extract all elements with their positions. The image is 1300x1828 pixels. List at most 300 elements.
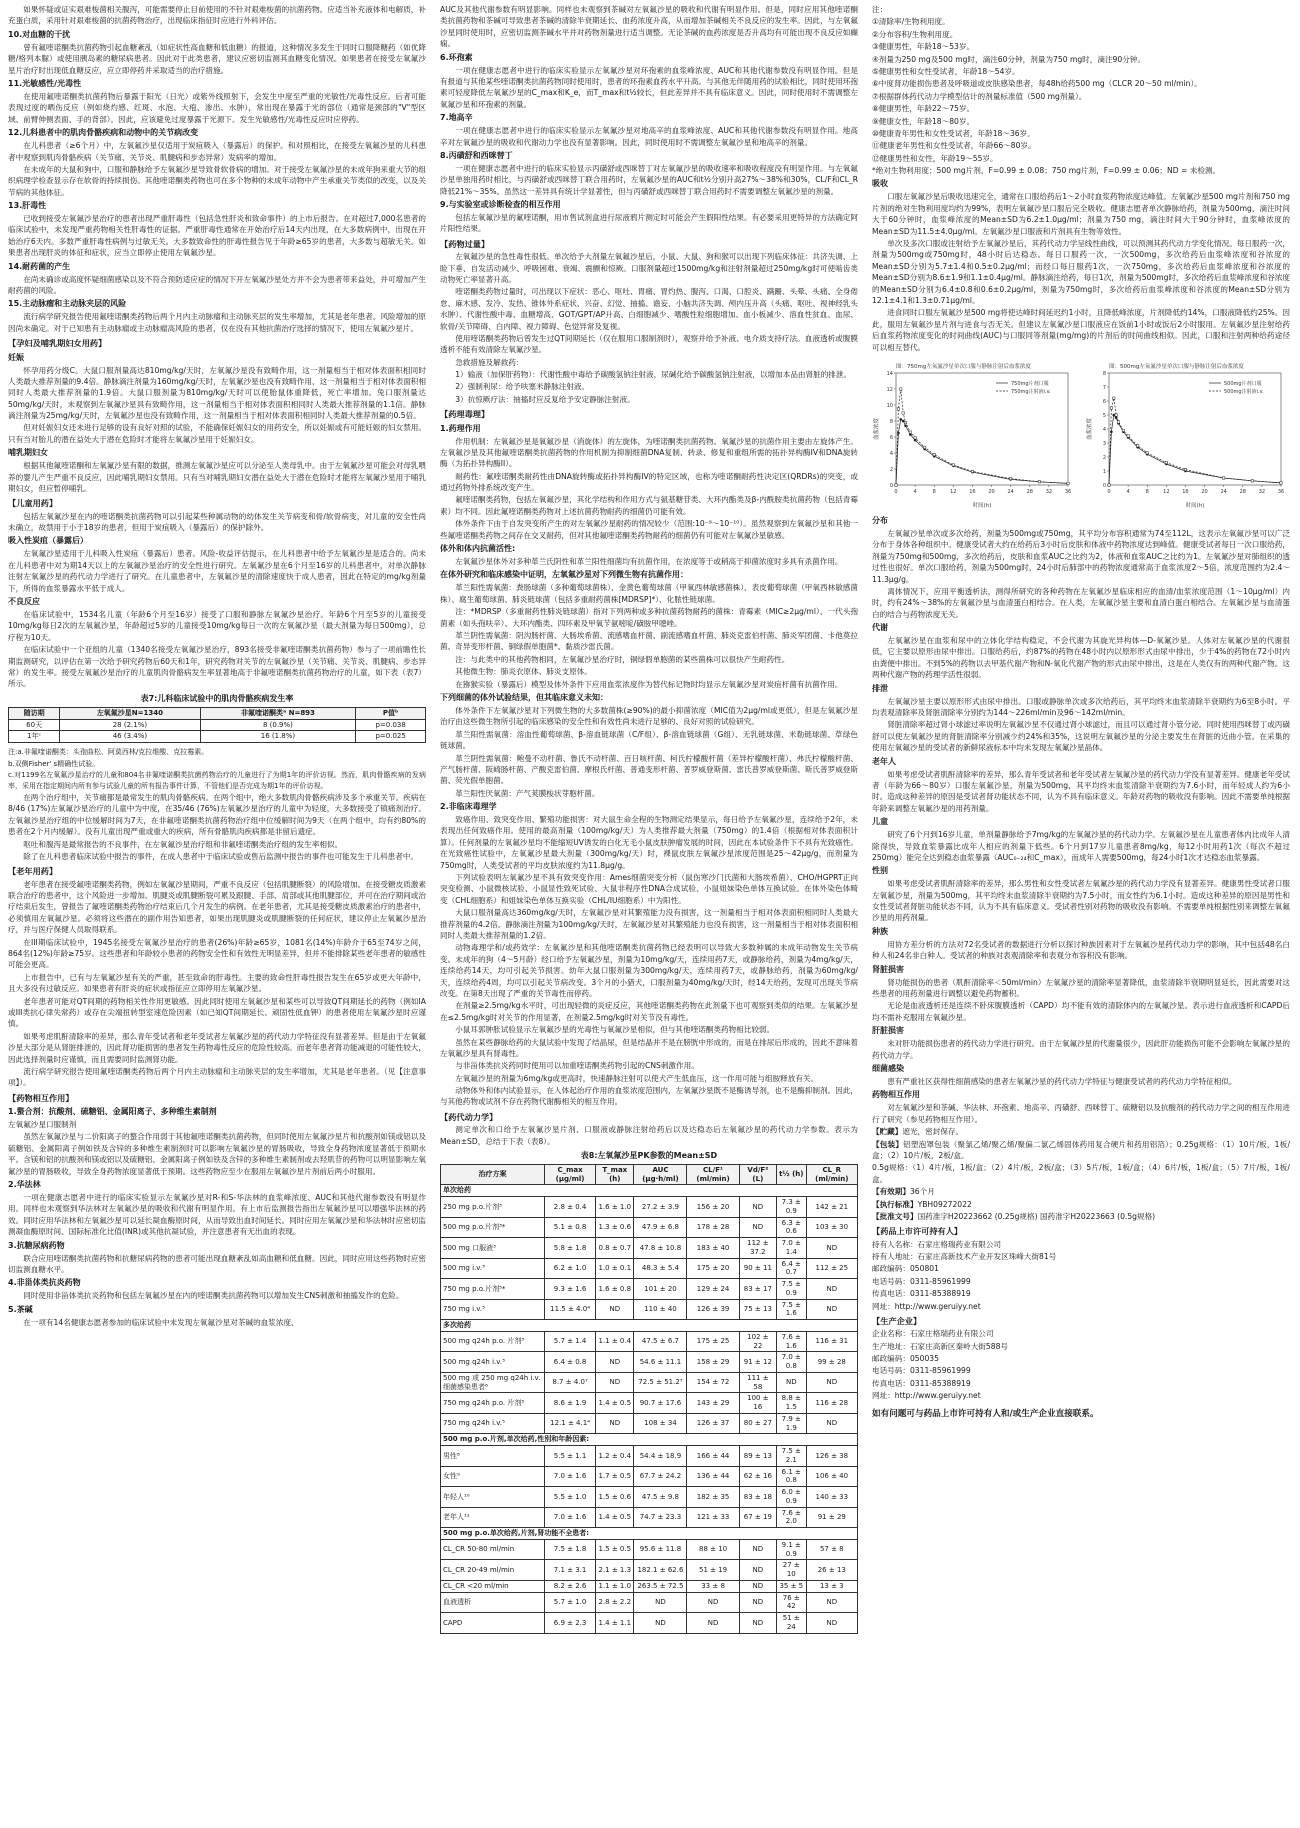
table-cell: ND	[634, 1592, 687, 1613]
paragraph: 革兰阳性厌氧菌：产气荚膜梭状芽胞杆菌。	[455, 788, 600, 798]
paragraph: 致癌作用、致突变作用、繁殖功能损害：对大鼠生命全程的生物测定结果显示，每日给予左氧氟沙星，连续给予2年，未表现出任何致癌作用。使用的最高剂量（100mg/kg/天）为人类推荐最大剂量（750mg）的1.4倍（根据相对体表面积计算）。任何剂量的左氧氟沙星均不能缩短UV诱发的白化无毛小鼠皮肤肿瘤发展的时间，因此在本试验条件下不具有光致癌性。在光致癌性试验中，左氧氟沙星最大剂量（300mg/kg/天）时，裸鼠皮肤左氧氟沙星浓度范围是25～42μg/g，而剂量为750mg时，人类受试者的平均皮肤浓度约为11.8μg/g。	[440, 815, 858, 870]
paragraph: 如果考虑肌酐清除率的差异，那么青年受试者和老年受试者左氧氟沙星的药代动力学特征没有显著差异。但是由于左氧氟沙星大部分是从肾脏排泄的，因此肾功能损害的患者发生药物毒性反应的危险性较高。而老年患者肾功能减退的可能性较大，因此选择剂量时应谨慎，而且需要同时监测肾功能。	[8, 1031, 426, 1064]
table-cell: 111 ± 58	[739, 1372, 776, 1393]
table-cell: 142 ± 21	[806, 1197, 857, 1218]
table-row	[441, 1238, 858, 1259]
table-cell: ND	[806, 1613, 857, 1634]
table-cell: 750 mg q24h i.v.⁵	[441, 1413, 545, 1434]
paragraph: 离体情况下，应用平衡透析法，测得所研究的各种药物在左氧氟沙星临床相应的血清/血浆浓度范围（1～10μg/ml）内时，约有24%～38%的左氧氟沙星与血清蛋白相结合。在人类，左氧氟沙星主要和血清白蛋白相结合。左氧氟沙星与血清蛋白的结合与药物浓度无关。	[872, 586, 1290, 619]
paragraph: 包括左氧氟沙星在内的喹诺酮类抗菌药物可以引起某些种属动物的幼体发生关节病变和骨/软骨病变，对儿童的安全性尚未确立，故禁用于小于18岁的患者，但用于炭疽吸入（暴露后）的保护除外。	[8, 511, 426, 533]
data-point	[895, 484, 897, 486]
table-caption: 表8:左氧氟沙星PK参数的Mean±SD	[580, 1150, 718, 1160]
section-heading: 13.肝毒性	[8, 201, 47, 211]
list-item: 传真电话：0311-85388919	[872, 1289, 971, 1299]
y-tick-label: 1	[1102, 468, 1106, 475]
table-cell: 175 ± 25	[687, 1331, 739, 1352]
manufacturer-info	[872, 1328, 1290, 1401]
package-value: 铝塑泡罩包装（聚氯乙烯/聚乙烯/聚偏二氯乙烯固体药用复合硬片和药用铝箔）；0.25g规格：（1）10片/板，1板/盒；（2）10片/板，2板/盒。	[872, 1139, 1290, 1160]
paragraph: 流行病学研究报告使用氟喹诺酮类药物后两个月内主动脉瘤和主动脉夹层的发生率增加，尤其是老年患者。（见【注意事项】）。	[8, 1066, 426, 1088]
table-section-label: 多次给药	[441, 1320, 858, 1332]
package-label: 【包装】	[872, 1139, 904, 1149]
paragraph: 左氧氟沙星适用于儿科吸入性炭疽（暴露后）患者。风险-收益评估提示，在儿科患者中给予左氧氟沙星是适合的。尚未在儿科患者中对为期14天以上的左氧氟沙星治疗的安全性进行研究。左氧氟沙星在6个月至16岁的儿科患者中，对单次静脉注射左氧氟沙星的药代动力学进行了研究。在儿童患者中，左氧氟沙星的清除速度快于成人患者，因此在特定的mg/kg剂量下，所得的血浆暴露水平低于成人。	[8, 549, 426, 593]
table-cell: 263.5 ± 72.5	[634, 1580, 687, 1592]
y-tick-label: 0	[1102, 482, 1106, 489]
paragraph: 喹诺酮类药物过量时，可出现以下症状：恶心、呕吐、胃痛、胃灼热、腹泻、口渴、口腔炎、蹒跚、头晕、头痛、全身倦怠、麻木感、发冷、发热、锥体外系症状、兴奋、幻觉、抽搐、谵妄、小脑共济失调、颅内压升高（头痛、呕吐、视神经乳头水肿）、代谢性酸中毒、血糖增高、GOT/GPT/AP升高、白细胞减少、嗜酸性粒细胞增加、血小板减少、溶血性贫血、血尿、软骨/关节障碍、白内障、视力障碍、色觉异常及复视。	[440, 287, 858, 331]
table-cell: 500 mg q24h p.o. 片剂³	[441, 1331, 545, 1352]
paragraph: 氟喹诺酮类药物，包括左氧氟沙星，其化学结构和作用方式与氨基糖苷类、大环内酯类及β-内酰胺类抗菌药物（包括青霉素）均不同。因此氟喹诺酮类药物对上述抗菌药物耐药的细菌仍可能有效。	[440, 495, 858, 516]
x-tick-label: 4	[1126, 488, 1130, 495]
table-cell: 1.3 ± 0.6	[596, 1217, 634, 1238]
paragraph: 曾有氟喹诺酮类抗菌药物引起血糖紊乱（如症状性高血糖和低血糖）的报道，这种情况多发生于同时口服降糖药（如优降糖/格列本脲）或使用胰岛素的糖尿病患者。因此对于此类患者，建议应密切监测其血糖变化情况。如果患者在接受左氧氟沙星片治疗时出现低血糖反应，应立即停药并采取适当的治疗措施。	[8, 42, 426, 75]
x-tick-label: 20	[988, 488, 995, 495]
section-heading: 【孕妇及哺乳期妇女用药】	[8, 338, 107, 349]
table-cell: ND	[739, 1197, 776, 1218]
table-cell: 46 (3.4%)	[60, 731, 200, 743]
table-cell: 7.6 ± 2.0	[777, 1507, 807, 1528]
paragraph: 左氧氟沙星在血浆和尿中的立体化学结构稳定，不会代谢为其旋光异构体—D-氧氟沙星。人体对左氧氟沙星的代谢很低，它主要以原形由尿中排出。口服给药后，约87%的药物在48小时内以原形形式由尿中排出，少于4%的药物在72小时内由粪便中排出。不到5%的药物以去甲基代谢产物和N-氧化代谢产物的形式由尿中排出，这是在人类仅有的两种代谢产物。这两种代谢产物的药理学活性很弱。	[872, 636, 1290, 680]
paragraph: 左氧氟沙星口服制剂	[8, 1120, 77, 1129]
paragraph: 联合应用喹诺酮类抗菌药物和抗糖尿病药物的患者可能出现血糖紊乱如高血糖和低血糖。因此，同时应用这些药物时应密切监测血糖水平。	[8, 1253, 426, 1274]
paragraph: 在尚未确诊或高度怀疑细菌感染以及不符合预防适应症的情况下开左氧氟沙星处方并不会为患者带来益处，并可增加产生耐药菌的风险。	[8, 274, 426, 296]
data-point	[909, 431, 911, 433]
mah-info	[872, 1239, 1290, 1312]
table-cell: ND	[739, 1560, 776, 1581]
subsection-heading: 不良反应	[8, 597, 40, 607]
paragraph: 急救措施及解救药：	[455, 357, 524, 367]
table-cell: 27 ± 10	[777, 1560, 807, 1581]
table-cell: 1.7 ± 0.5	[596, 1466, 634, 1487]
paragraph: 如果考虑受试者肌酐清除率的差异，那么男性和女性受试者左氧氟沙星的药代动力学没有显著差异。健康男性受试者口服左氧氟沙星，剂量为500mg，其平均终末血浆清除半衰期约为7.5小时，而女性约为6.1小时。造成这种差异的原因是男性和女性受试者肾脏功能状态不同，认为不具有临床意义。受试者性别对药物的吸收没有影响。不需要单纯根据性别来调整左氧氟沙星的用药剂量。	[872, 879, 1290, 923]
paragraph: 老年患者可能对QT间期的药物相关性作用更敏感。因此同时使用左氧氟沙星和某些可以导致QT间期延长的药物（例如IA或III类抗心律失常药）或存在尖端扭转型室速危险因素（如已知QT间期延长、顽固性低血钾）的患者使用左氧氟沙星时应谨慎。	[8, 996, 426, 1029]
paragraph: 怀孕用药分级C。大鼠口服剂量高达810mg/kg/天时，左氧氟沙星没有致畸作用，这一剂量相当于相对体表面积相同时人类最大推荐剂量的9.4倍。静脉滴注剂量为160mg/kg/天时，左氧氟沙星也没有致畸作用，这一剂量相当于相对体表面积相同时人类最大推荐剂量的1.9倍。大鼠口服剂量为810mg/kg/天时可以使胎鼠体重降低，死亡率增加。兔口服剂量达50mg/kg/天时，未观察到左氧氟沙星具有致畸作用，这一剂量相当于相对体表面积相同时人类最大推荐剂量的1.1倍。静脉滴注剂量为25mg/kg/天时，左氧氟沙星也没有致畸作用，这一剂量相当于相对体表面积相同时人类最大推荐剂量的0.5倍。	[8, 365, 426, 421]
subsection-heading: 妊娠	[8, 352, 24, 362]
list-item: ②分布容积/生物利用度。	[872, 29, 958, 39]
table-cell: 7.0 ± 1.6	[545, 1507, 596, 1528]
table-cell: 99 ± 28	[806, 1352, 857, 1373]
table-cell: 182.1 ± 62.6	[634, 1560, 687, 1581]
table-cell: 500 mg q24h i.v.³	[441, 1352, 545, 1373]
data-point	[897, 408, 899, 410]
table-row	[9, 719, 426, 731]
paragraph: 口服左氧氟沙星后吸收迅速完全，通常在口服给药后1～2小时血浆药物浓度达峰值。左氧氟沙星500 mg片剂和750 mg片剂的绝对生物利用度均约为99%，表明左氧氟沙星口服后完全吸收。健康志愿者单次静脉给药，剂量为500mg，滴注时间大于60分钟时，血浆峰浓度的Mean±SD为6.2±1.0μg/ml；剂量为750 mg，滴注时间大于90分钟时，血浆峰浓度的Mean±SD为11.5±4.0μg/ml。左氧氟沙星口服液和片剂具有生物等效性。	[872, 192, 1290, 236]
table-cell: 47.9 ± 6.8	[634, 1217, 687, 1238]
paragraph: 使用喹诺酮类药物后曾发生过QT间期延长（仅在服用口服制剂时），观察并给予补液、电介质支持疗法。血液透析或腹膜透析不能有效清除左氧氟沙星。	[440, 333, 858, 355]
table-cell: 6.4 ± 0.8	[545, 1352, 596, 1373]
table-cell: 老年人¹¹	[441, 1507, 545, 1528]
data-point	[899, 418, 902, 421]
legend-label: 750mg片剂口服	[1011, 380, 1049, 387]
table-row	[441, 1487, 858, 1508]
subsection-heading: 肝脏损害	[872, 1026, 904, 1036]
table-cell: 182 ± 35	[687, 1487, 739, 1508]
table-cell: 103 ± 30	[806, 1217, 857, 1238]
column-header: t½ (h)	[777, 1164, 807, 1185]
legend-label: 500mg注射液i.v.	[1224, 388, 1264, 395]
table-cell: 750 mg q24h p.o. 片剂⁵	[441, 1393, 545, 1414]
data-point	[1136, 445, 1138, 447]
table-cell: 13 ± 3	[806, 1580, 857, 1592]
column-header: 随访期	[9, 707, 60, 719]
table-cell: 8.8 ± 1.5	[777, 1393, 807, 1414]
table-cell: 136 ± 44	[687, 1466, 739, 1487]
table-cell: 男性⁸	[441, 1446, 545, 1467]
table-row	[441, 1372, 858, 1393]
data-point	[1113, 397, 1115, 399]
data-point	[1165, 461, 1167, 463]
list-item: 网址：http://www.geruiyy.net	[872, 1301, 981, 1311]
table-cell: 106 ± 40	[806, 1466, 857, 1487]
table-cell: 143 ± 29	[687, 1393, 739, 1414]
table-cell: 108 ± 34	[634, 1413, 687, 1434]
table-cell: 175 ± 20	[687, 1258, 739, 1279]
standard-value: YBH09272022	[917, 1199, 972, 1209]
table-row	[441, 1592, 858, 1613]
y-tick-label: 6	[1102, 398, 1106, 405]
table-row	[441, 1352, 858, 1373]
table-cell: 2.8 ± 0.4	[545, 1197, 596, 1218]
subsection-heading: 吸收	[872, 179, 888, 189]
table-row	[441, 1299, 858, 1320]
subsection-heading: 体外和体内抗菌活性:	[440, 544, 516, 554]
table-cell: 750 mg p.o.片剂⁵*	[441, 1279, 545, 1300]
table-cell: 129 ± 24	[687, 1279, 739, 1300]
table-cell: CL_CR 50-80 ml/min	[441, 1539, 545, 1560]
section-heading: 【药代动力学】	[440, 1111, 498, 1122]
table-row	[441, 1197, 858, 1218]
subsection-heading: 1.药理作用	[440, 423, 481, 433]
paragraph: 测定单次和口给予左氧氟沙星片剂、口服液或静脉注射给药后以及达稳态后左氧氟沙星的药代动力学参数。表示为Mean±SD，总结于下表（表8）。	[440, 1125, 858, 1146]
table-cell: 6.3 ± 0.6	[777, 1217, 807, 1238]
paragraph: 1）输液（加保肝药物）：代谢性酸中毒给予碳酸氢钠注射液，尿碱化给予碳酸氢钠注射液，以增加本品由肾脏的排泄。	[455, 370, 852, 380]
column-header: P值ᵇ	[356, 707, 426, 719]
table-cell: 16 (1.8%)	[200, 731, 356, 743]
table-cell: 116 ± 28	[806, 1393, 857, 1414]
paragraph: 与非甾体类抗炎药同时使用可以加重喹诺酮类药物引起的CNS刺激作用。	[455, 1061, 699, 1071]
pk-charts	[872, 359, 1290, 509]
table-cell: 62 ± 16	[739, 1466, 776, 1487]
mah-heading: 【药品上市许可持有人】	[872, 1226, 963, 1237]
section-heading: 11.光敏感性/光毒性	[8, 78, 82, 88]
subsection-heading: 2.非临床毒理学	[440, 802, 497, 812]
paragraph: 如果怀疑或证实艰难梭菌相关腹泻，可能需要停止目前使用的不针对艰难梭菌的抗菌药物。应适当补充液体和电解质，补充蛋白质，采用针对艰难梭菌的抗菌药物治疗，出现临床指征时应进行外科评估。	[8, 5, 426, 26]
list-item: *绝对生物利用度；500 mg片剂，F=0.99 ± 0.08；750 mg片剂，F=0.99 ± 0.06；ND = 未检测。	[872, 166, 1221, 176]
x-tick-label: 12	[950, 488, 957, 495]
table-section-label: 单次给药	[441, 1185, 858, 1197]
list-item: ⑥中度肾功能损伤患者及呼吸道或皮肤感染患者，每48h给药500 mg（CLCR 20～50 ml/min）。	[872, 79, 1202, 89]
paragraph: 左氧氟沙星的急性毒性很低。单次给予大剂量左氧氟沙星后，小鼠、大鼠、狗和猴可以出现下列临床体征：共济失调、上睑下垂、自发活动减少、呼吸困难、衰竭、震颤和惊厥。口服剂量超过1500mg/kg和注射剂量超过250mg/kg时可使啮齿类动物死亡率显著升高。	[440, 252, 858, 284]
list-item: ④剂量为250 mg及500 mg时，滴注60分钟，剂量为750 mg时，滴注90分钟。	[872, 54, 1145, 64]
table-cell: ND	[739, 1580, 776, 1592]
paragraph: 在临床试验中一个亚组的儿童（1340名接受左氧氟沙星治疗，893名接受非氟喹诺酮类抗菌药物）参与了一项前瞻性长期监测研究，以评估在第一次给予研究药物后60天和1年，研究药物对关节的左氧氟沙星（关节痛、关节炎、肌腱病、步态异常）的发生率。接受左氧氟沙星治疗的儿童肌肉骨骼病发生率显著地高于非氟喹诺酮类抗菌药物治疗的儿童，如下表（表7）所示。	[8, 645, 426, 689]
y-tick-label: 12	[886, 386, 893, 393]
section-heading: 【药理毒理】	[440, 409, 490, 420]
list-item: 持有人地址：石家庄高新技术产业开发区珠峰大街81号	[872, 1251, 1057, 1261]
section-heading: 14.耐药菌的产生	[8, 261, 71, 271]
data-point	[904, 421, 906, 423]
table-cell: 12.1 ± 4.1⁴	[545, 1413, 596, 1434]
table-cell: 47.8 ± 10.8	[634, 1238, 687, 1259]
table-cell: 7.6 ± 1.6	[777, 1331, 807, 1352]
list-item: ⑩健康青年男性和女性受试者，年龄18～36岁。	[872, 128, 1035, 138]
table-cell: 140 ± 33	[806, 1487, 857, 1508]
table-cell: ND	[739, 1613, 776, 1634]
table-cell: ND	[739, 1592, 776, 1613]
table-cell: 8.6 ± 1.9	[545, 1393, 596, 1414]
table-cell: 500 mg 口服液³	[441, 1238, 545, 1259]
paragraph: 研究了6个月到16岁儿童，单剂量静脉给予7mg/kg的左氧氟沙星的药代动力学。左氧氟沙星在儿童患者体内比成年人清除得快，导致血浆暴露比成年人相应的剂量下低些。6个月到17岁儿童患者8mg/kg，每12小时用药1次（每次不超过250mg）能完全达到稳态血浆暴露（AUC₀₋₂₄和C_max），而成年人需要500mg，每24小时1次才达稳态血浆暴露。	[872, 830, 1290, 862]
table-cell: p=0.025	[356, 731, 426, 743]
subsection-heading: 2.华法林	[8, 1179, 41, 1189]
paragraph: 已收到接受左氧氟沙星治疗的患者出现严重肝毒性（包括急性肝炎和致命事件）的上市后报告。在对超过7,000名患者的临床试验中，未发现严重药物相关性肝毒性的证据。严重肝毒性通常在开始治疗后14天内出现，在大多数病例中，出现在开始治疗6天内。多数严重肝毒性病例与过敏无关。大多数致命性的肝毒性报告见于年龄≥65岁的患者，大多数与超敏无关。如果患者出现肝炎的体征和症状，应当立即停止使用左氧氟沙星。	[8, 214, 426, 258]
table-cell: 112 ± 37.2	[739, 1238, 776, 1259]
table-cell: 95.6 ± 11.8	[634, 1539, 687, 1560]
table-cell: ND	[596, 1299, 634, 1320]
table-cell: 5.5 ± 1.0	[545, 1487, 596, 1508]
table-note: b.双侧Fisher' s精确性试验。	[8, 759, 100, 768]
table-section-row	[441, 1434, 858, 1446]
data-point	[1146, 452, 1148, 454]
paragraph: 在一项有14名健康志愿者参加的临床试验中未发现左氧氟沙星对茶碱的血浆浓度、	[23, 1317, 299, 1327]
paragraph: 一项在健康志愿者中进行的临床实验显示丙磺舒或西咪替丁对左氧氟沙星的吸收速率和吸收程度没有明显作用。与左氧氟沙星单独用药时相比，与丙磺舒或西咪替丁联合用药时，左氧氟沙星的AUC和t½分别升高27%～38%和30%，CL/F和CL_R降低21%～35%。虽然这一差异具有统计学显著性，但与丙磺舒或西咪替丁联合用药时不需要调整左氧氟沙星的剂量。	[440, 163, 858, 196]
paragraph: 用协方差分析的方法对72名受试者的数据进行分析以探讨种族因素对于左氧氟沙星药代动力学的影响，其中包括48名白种人和24名非白种人。受试者的种族对表观清除率和表观分布容积没有影响。	[872, 939, 1290, 961]
table-cell: 7.5 ± 2.1	[777, 1446, 807, 1467]
table-note: c.对1199名左氧氟沙星治疗的儿童和804名非氟喹诺酮类抗菌药物治疗的儿童进行了为期1年的评价访视。然而，肌肉骨骼疾病的发病率，采用在指定期间内所有参与试验儿童的所有报告事件计算，不管他们是否完成为期1年的评价访视。	[8, 771, 426, 790]
list-item: 电话号码：0311-85961999	[872, 1366, 971, 1376]
table-cell: ND	[596, 1352, 634, 1373]
package-line	[872, 1139, 1290, 1162]
list-item: 邮政编码：050035	[872, 1354, 939, 1364]
paragraph: 注：*MDRSP（多重耐药性肺炎链球菌）指对下列两种或多种抗菌药物耐药的菌株：青霉素（MIC≥2μg/ml）、一代头孢菌素（如头孢呋辛）、大环内酯类、四环素及甲氧苄氨嘧啶/磺胺甲噁唑。	[440, 607, 858, 628]
table-cell: 1.6 ± 1.0	[596, 1197, 634, 1218]
approval-value: 国药准字H20223662 (0.25g规格) 国药准字H20223663 (0.5g规格)	[917, 1211, 1156, 1221]
table-cell: 57 ± 8	[806, 1539, 857, 1560]
table-cell: 1.1 ± 1.0	[596, 1580, 634, 1592]
paragraph: 大鼠口服剂量高达360mg/kg/天时，左氧氟沙星对其繁殖能力没有损害，这一剂量相当于相对体表面积相同时人类最大推荐剂量的4.2倍。静脉滴注剂量为100mg/kg/天时，左氧氟沙星对其繁殖能力也没有损害，这一剂量相当于相对体表面积相同时人类最大推荐剂量的1.2倍。	[440, 908, 858, 940]
table-cell: 83 ± 18	[739, 1487, 776, 1508]
table-cell: 54.4 ± 18.9	[634, 1446, 687, 1467]
x-tick-label: 24	[1220, 488, 1227, 495]
paragraph: 下列试验表明左氧氟沙星不具有致突变作用：Ames细菌突变分析（鼠伤寒沙门氏菌和大肠埃希菌）、CHO/HGPRT正向突变检测、小鼠微核试验、小鼠显性致死试验、大鼠非程序性DNA合成试验、小鼠姐妹染色单体互换试验。在体外染色体畸变（CHL细胞系）和姐妹染色单体互换实验（CHL/IU细胞系）中为阳性。	[440, 873, 858, 905]
section-heading: 15.主动脉瘤和主动脉夹层的风险	[8, 299, 127, 309]
paragraph: 在使用氟喹诺酮类抗菌药物后暴露于阳光（日光）或紫外线照射下，会发生中度至严重的光敏性/光毒性反应。后者可能表现过度的晒伤反应（例如烧灼感、红斑、水泡、大疱、渗出、水肿），常出现在暴露于光的部位（通常是颈部的"V"型区域、前臂伸侧表面、手的背部）。因此，应该避免过度暴露于光源下。发生光敏感性/光毒性反应时应停药。	[8, 91, 426, 124]
table-cell: 76 ± 42	[777, 1592, 807, 1613]
subsection-heading: 8.丙磺舒和西咪替丁	[440, 150, 513, 160]
table-row	[441, 1393, 858, 1414]
table-cell: 女性⁹	[441, 1466, 545, 1487]
paragraph: 上市报告中，已有与左氧氟沙星有关的严重，甚至致命的肝毒性。主要的致命性肝毒性报告发生在65岁或更大年龄中，且大多没有过敏反应。如果患者有肝炎的症状或指征应立即停用左氧氟沙星。	[8, 972, 426, 994]
table-cell: 7.5 ± 0.9	[777, 1279, 807, 1300]
x-tick-label: 4	[913, 488, 917, 495]
table-8	[440, 1164, 858, 1634]
table-cell: ND	[634, 1613, 687, 1634]
subsection-heading: 9.与实验室或诊断检查的相互作用	[440, 200, 561, 210]
table-row	[441, 1217, 858, 1238]
table-cell: 121 ± 33	[687, 1507, 739, 1528]
chart-title: 图：750mg左氧氟沙星单次口服与静脉注射后血浆浓度	[896, 363, 1031, 370]
data-point	[971, 470, 973, 472]
plasma-conc-chart-500mg	[1085, 359, 1290, 509]
paragraph: 单次及多次口服或注射给予左氧氟沙星后，其药代动力学呈线性曲线，可以预测其药代动力学变化情况。每日服药一次，剂量为500mg或750mg时，48小时后达稳态。每日口服药一次，一次500mg，多次给药后血浆峰浓度和谷浓度的Mean±SD分别为5.7±1.4和0.5±0.2μg/ml；而经口每日服药1次，一次750mg，多次给药后血浆峰浓度和谷浓度的Mean±SD分别为8.6±1.9和1.1±0.4μg/ml。静脉滴注给药，每日1次，剂量为500mg时，多次给药后血浆峰浓度和谷浓度的Mean±SD分别为6.4±0.8和0.6±0.2μg/ml，剂量为750mg时，多次给药后血浆峰浓度和谷浓度的Mean±SD分别为12.1±4.1和1.3±0.71μg/ml。	[872, 239, 1290, 305]
table-cell: 100 ± 16	[739, 1393, 776, 1414]
storage-line	[872, 1126, 1290, 1137]
paragraph: 根据其他氟喹诺酮和左氧氟沙星有限的数据，推测左氧氟沙星应可以分泌至人类母乳中。由于左氧氟沙星可能会对母乳喂养的婴儿产生严重不良反应，因此哺乳期妇女禁用。只有当对哺乳期妇女潜在益处大于潜在危险时才能将左氧氟沙星用于哺乳期妇女，但应暂停哺乳。	[8, 461, 426, 494]
data-point	[1251, 480, 1253, 482]
y-tick-label: 8	[889, 418, 893, 425]
paragraph: 除了在儿科患者临床试验中报告的事件，在成人患者中于临床试验或售后监测中报告的事件也可能发生于儿科患者中。	[23, 851, 419, 861]
table-cell: 250 mg p.o.片剂³	[441, 1197, 545, 1218]
x-tick-label: 20	[1201, 488, 1208, 495]
list-item: ⑨健康女性，年龄18～80岁。	[872, 116, 975, 126]
x-axis-label: 时间(h)	[972, 502, 992, 509]
table-cell: 91 ± 29	[806, 1507, 857, 1528]
notes-heading: 注：	[872, 5, 888, 14]
table-cell: 8.7 ± 4.0⁷	[545, 1372, 596, 1393]
table-cell: 51 ± 19	[687, 1560, 739, 1581]
table-cell: p=0.038	[356, 719, 426, 731]
x-tick-label: 8	[1145, 488, 1149, 495]
paragraph: 一项在健康志愿者中进行的临床实验显示左氧氟沙星对地高辛的血浆峰浓度、AUC和其他代谢参数没有明显作用。地高辛对左氧氟沙星的吸收和代谢动力学也没有显著影响。因此，同时使用时不需调整左氧氟沙星和地高辛的剂量。	[440, 126, 858, 147]
x-tick-label: 36	[1064, 488, 1072, 495]
data-point	[933, 453, 935, 455]
table-cell: 166 ± 44	[687, 1446, 739, 1467]
table-cell: 1.4 ± 1.1	[596, 1613, 634, 1634]
section-heading: 10.对血糖的干扰	[8, 29, 71, 39]
table-cell: 7.5 ± 1.8	[545, 1539, 596, 1560]
subsection-heading: 老年人	[872, 756, 896, 766]
legend-label: 750mg注射液i.v.	[1011, 388, 1051, 395]
section-heading: 【儿童用药】	[8, 498, 58, 509]
paragraph: 如果考虑受试者肌酐清除率的差异，那么青年受试者和老年受试者左氧氟沙星的药代动力学没有显著差异。健康老年受试者（年龄为66～80岁）口服左氧氟沙星，剂量为500mg，其平均终末血浆清除半衰期约为7.6小时，而年轻成人约为6小时。造成这种差异的原因是受试者肾功能状态不同，认为不具有临床意义。年龄对药物的吸收没有影响。因此不需要单纯根据年龄来调整左氧氟沙星的用药剂量。	[872, 769, 1290, 813]
x-tick-label: 0	[1107, 488, 1111, 495]
subsection-heading: 4.非甾体类抗炎药物	[8, 1278, 81, 1288]
subsection-heading: 药物相互作用	[872, 1090, 920, 1100]
table-cell: 9.3 ± 1.6	[545, 1279, 596, 1300]
subsection-heading: 5.茶碱	[8, 1304, 33, 1314]
table-row	[441, 1539, 858, 1560]
section-heading: 【老年用药】	[8, 866, 58, 877]
paragraph: 在儿科患者（≥6个月）中，左氧氟沙星仅适用于炭疽吸入（暴露后）的保护。和对照相比，在接受左氧氟沙星的儿科患者中观察到肌肉骨骼疾病（关节痛、关节炎、肌腱病和步态异常）发病率的增加。	[8, 141, 426, 162]
y-tick-label: 7	[1102, 384, 1106, 391]
x-tick-label: 16	[1182, 488, 1189, 495]
section-heading: 12.儿科患者中的肌肉骨骼疾病和动物中的关节病改变	[8, 128, 199, 138]
subsection-heading: 细菌感染	[872, 1064, 904, 1073]
paragraph: 呕吐和腹泻是最常报告的不良事件，在左氧氟沙星治疗组和非氟喹诺酮类治疗组的发生率相似。	[23, 839, 343, 849]
list-item: ⑪健康老年男性和女性受试者，年龄66～80岁。	[872, 141, 1036, 151]
paragraph: 在III期临床试验中，1945名接受左氧氟沙星治疗的患者(26%)年龄≥65岁，1081名(14%)年龄介于65至74岁之间，864名(12%)年龄≥75岁。这些患者和年龄较小患者的药物安全性和有效性无明显差异，但并不能排除某些老年患者的敏感性可能会更高。	[8, 937, 426, 970]
table-cell: 8.2 ± 2.6	[545, 1580, 596, 1592]
validity-line	[872, 1186, 1290, 1197]
table-cell: 47.5 ± 9.8	[634, 1487, 687, 1508]
table-cell: 8 (0.9%)	[200, 719, 356, 731]
table-row	[441, 1413, 858, 1434]
list-item: ⑤健康男性和女性受试者，年龄18～54岁。	[872, 66, 1020, 76]
subsection-heading: 排泄	[872, 683, 888, 693]
subsection-heading: 在体外研究和临床感染中证明，左氧氟沙星对下列微生物有抗菌作用：	[440, 570, 688, 580]
list-item: ①清除率/生物利用度。	[872, 17, 950, 27]
data-point	[904, 424, 907, 427]
data-point	[914, 439, 917, 442]
table-cell: 750 mg i.v.⁵	[441, 1299, 545, 1320]
paragraph: 动物毒理学和/或药效学：左氧氟沙星和其他喹诺酮类抗菌药物已经表明可以导致大多数种属的未成年动物发生关节病变。未成年的狗（4～5月龄）经口给予左氧氟沙星，剂量为10mg/kg/天，连续用药7天，或静脉给药，剂量为4mg/kg/天，连续给药14天，均可引起关节损害。幼年大鼠口服剂量为300mg/kg/天，连续用药7天，或静脉给药，剂量为60mg/kg/天，连续给药4周，均可以引起关节病改变。3个月的小猎犬，口服剂量为40mg/kg/天时，经14天给药，发现可出现关节病改变。在第8天出现了严重的关节毒性而停药。	[440, 943, 858, 998]
y-tick-label: 4	[1102, 426, 1106, 433]
y-tick-label: 0	[889, 482, 893, 489]
table-cell: ND	[596, 1372, 634, 1393]
paragraph: 虽然左氧氟沙星与二价阳离子的螯合作用弱于其他氟喹诺酮类抗菌药物，但同时使用左氧氟沙星片和抗酸剂如镁或铝以及硫糖铝、金属阳离子例如铁及含锌的多种维生素制剂时可以影响左氧氟沙星的胃肠吸收，导致全身药物浓度显著低于预期水平。含镁和铝的抗酸剂和镁或铝以及硫糖铝、金属阳离子例如铁及含锌的多种维生素制剂或去羟肌苷的药物可以明显影响左氧氟沙星的胃肠吸收，导致全身药物浓度显著低于预期。这些药物应至少在服用左氧氟沙星片剂前后两小时服用。	[8, 1132, 426, 1176]
table-cell: 7.5 ± 1.6	[777, 1299, 807, 1320]
paragraph: 在猕猴实验（暴露后）模型及体外条件下应用血浆浓度作为替代标记物时均显示左氧氟沙星对炭疽杆菌有抗菌作用。	[455, 679, 843, 689]
table-cell: 5.8 ± 1.8	[545, 1238, 596, 1259]
table-row	[9, 731, 426, 743]
series-line-2	[1109, 398, 1281, 485]
table-cell: 6.2 ± 1.0	[545, 1258, 596, 1279]
table-cell: ND	[687, 1592, 739, 1613]
paragraph: 3）抗惊厥疗法：抽搐时应反复给予安定静脉注射液。	[455, 394, 635, 404]
table-cell: 51 ± 24	[777, 1613, 807, 1634]
table-cell: 7.0 ± 1.4	[777, 1238, 807, 1259]
table-row	[441, 1279, 858, 1300]
legend-label: 500mg片剂口服	[1224, 380, 1262, 387]
package-line-2: 0.5g规格：（1）4片/板，1板/盒；（2）4片/板，2板/盒；（3）5片/板，1板/盒；（4）6片/板，1板/盒；（5）7片/板，1板/盒。	[872, 1163, 1290, 1184]
paragraph: 同时使用非甾体类抗炎药物和包括左氧氟沙星在内的喹诺酮类抗菌药物可以增加发生CNS刺激和抽搐发作的危险。	[23, 1291, 404, 1301]
table-cell: ND	[806, 1279, 857, 1300]
table-cell: 500 mg 或 250 mg q24h i.v. 细菌感染患者⁶	[441, 1372, 545, 1393]
paragraph: 左氧氟沙星主要以原形形式由尿中排出。口服或静脉单次或多次给药后，其平均终末血浆清除半衰期约为6至8小时。平均表观清除率及肾脏清除率分别约为144～226ml/min及96～142ml/min。	[872, 696, 1290, 718]
paragraph: 小鼠耳郭肿胀试验显示左氧氟沙星的光毒性与氧氟沙星相似，但与其他喹诺酮类药物相比较弱。	[455, 1025, 775, 1035]
list-item: 网址：http://www.geruiyy.net	[872, 1391, 981, 1401]
paragraph: 2）强制利尿：给予呋塞米静脉注射液。	[455, 382, 590, 392]
table-cell: 88 ± 10	[687, 1539, 739, 1560]
data-point	[1108, 484, 1110, 486]
y-axis-label: 血浆浓度	[1087, 417, 1093, 440]
table-row	[441, 1331, 858, 1352]
table-cell: 91 ± 12	[739, 1352, 776, 1373]
table-row	[441, 1466, 858, 1487]
data-point	[909, 433, 912, 436]
contact-statement: 如有问题可与药品上市许可持有人和/或生产企业直接联系。	[872, 1408, 1099, 1419]
y-tick-label: 2	[889, 466, 893, 473]
column-header: 非氟喹诺酮类ᵃ N=893	[200, 707, 356, 719]
table-cell: ND	[687, 1613, 739, 1634]
table-cell: 7.1 ± 3.1	[545, 1560, 596, 1581]
data-point	[902, 420, 905, 423]
table-cell: 1.5 ± 0.5	[596, 1539, 634, 1560]
table-cell: 年轻人¹⁰	[441, 1487, 545, 1508]
column-1	[8, 4, 426, 1824]
table-row	[441, 1446, 858, 1467]
column-header: CL/F¹ (ml/min)	[687, 1164, 739, 1185]
table-cell: 90.7 ± 17.6	[634, 1393, 687, 1414]
x-tick-label: 28	[1239, 488, 1246, 495]
paragraph: AUC及其他代谢参数有明显影响。同样也未观察到茶碱对左氧氟沙星的吸收和代谢有明显作用。但是，同时应用其他喹诺酮类抗菌药物和茶碱可导致患者茶碱的清除半衰期延长、血药浓度升高，从而增加茶碱相关不良反应的发生率。因此，与左氧氟沙星同时使用时，应密切监测茶碱水平并对药物剂量进行适当调整。无论茶碱的血药浓度是否升高均有可能出现不良反应如癫痫。	[440, 5, 858, 49]
paragraph: 左氧氟沙星体外对多种革兰氏阴性和革兰阳性细菌均有抗菌作用，在浓度等于或稍高于抑菌浓度时多具有杀菌作用。	[455, 557, 843, 567]
paragraph: 革兰阴性需氧菌：阴沟肠杆菌、大肠埃希菌、流感嗜血杆菌、副流感嗜血杆菌、肺炎克雷伯杆菌、肺炎军团菌、卡他莫拉菌、奇异变形杆菌、铜绿假单胞菌*、黏质沙雷氏菌。	[440, 631, 858, 652]
y-tick-label: 2	[1102, 454, 1106, 461]
paragraph: 注：与此类中的其他药物相同，左氧氟沙星治疗时，铜绿假单胞菌的某些菌株可以很快产生耐药性。	[455, 654, 790, 664]
list-item: ⑫健康男性和女性，年龄19～55岁。	[872, 153, 998, 163]
standard-line	[872, 1199, 1290, 1210]
list-item: 企业名称：石家庄格瑞药业有限公司	[872, 1329, 994, 1339]
data-point	[1280, 482, 1282, 484]
table-cell: 72.5 ± 51.2⁷	[634, 1372, 687, 1393]
table-cell: 27.2 ± 3.9	[634, 1197, 687, 1218]
table-cell: 74.7 ± 23.3	[634, 1507, 687, 1528]
table-cell: ND	[806, 1238, 857, 1259]
x-tick-label: 32	[1258, 488, 1266, 495]
paragraph: 左氧氟沙星的剂量为6mg/kg或更高时，快速静脉注射可以使犬产生低血压，这一作用可能与组胺释放有关。	[455, 1073, 819, 1083]
paragraph: 虽然在某些静脉给药的大鼠试验中发现了结晶尿，但是结晶并不是在膀胱中形成的，而是在排尿后形成的，因此不意味着左氧氟沙星具有肾毒性。	[440, 1037, 858, 1058]
table-cell: ND	[596, 1413, 634, 1434]
subsection-heading: 种族	[872, 926, 888, 936]
